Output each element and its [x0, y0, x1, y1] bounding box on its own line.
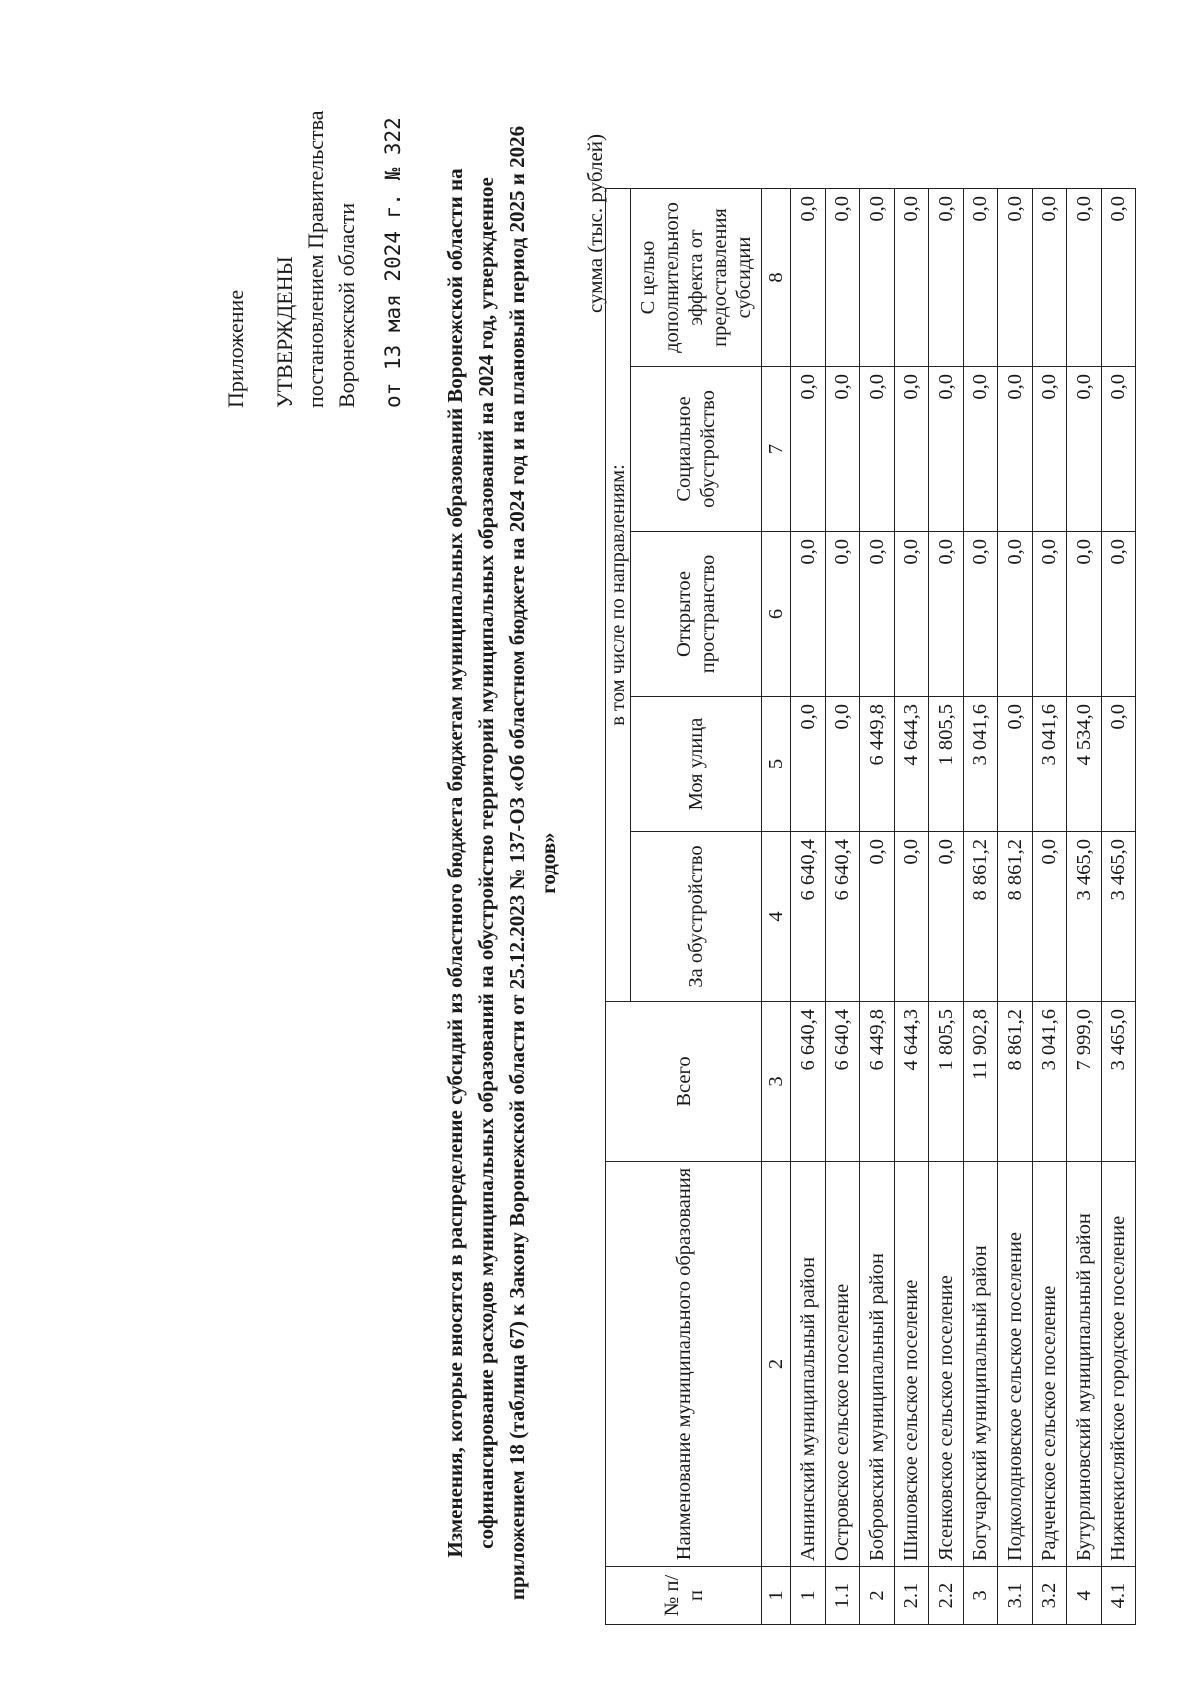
- cell-c8: 0,0: [1032, 189, 1067, 367]
- cell-c6: 0,0: [1067, 532, 1102, 697]
- cell-c6: 0,0: [791, 532, 826, 697]
- cell-c7: 0,0: [1101, 367, 1136, 532]
- cell-c8: 0,0: [1067, 189, 1102, 367]
- cell-c6: 0,0: [860, 532, 895, 697]
- header-group: в том числе по направлениям:: [606, 189, 631, 1002]
- table-row: [929, 189, 964, 1625]
- cell-name: Шишовское сельское поселение: [894, 1162, 929, 1567]
- cell-c7: 0,0: [1067, 367, 1102, 532]
- table-row: [894, 189, 929, 1625]
- cell-no: 1.1: [825, 1567, 860, 1625]
- column-numbers-row: [762, 189, 791, 1625]
- cell-c4: 0,0: [929, 832, 964, 1002]
- cell-c6: 0,0: [929, 532, 964, 697]
- cell-total: 3 041,6: [1032, 1002, 1067, 1162]
- column-number: 7: [762, 367, 791, 532]
- cell-total: 6 640,4: [825, 1002, 860, 1162]
- cell-c5: 1 805,5: [929, 697, 964, 832]
- cell-name: Радченское сельское поселение: [1032, 1162, 1067, 1567]
- header-total: Всего: [606, 1002, 762, 1162]
- cell-c5: 0,0: [1101, 697, 1136, 832]
- cell-c4: 8 861,2: [963, 832, 998, 1002]
- cell-total: 8 861,2: [998, 1002, 1033, 1162]
- cell-c4: 0,0: [1032, 832, 1067, 1002]
- cell-c5: 6 449,8: [860, 697, 895, 832]
- cell-c7: 0,0: [791, 367, 826, 532]
- cell-c5: 3 041,6: [963, 697, 998, 832]
- cell-no: 4.1: [1101, 1567, 1136, 1625]
- cell-c4: 8 861,2: [998, 832, 1033, 1002]
- subsidy-table: [605, 188, 1136, 1625]
- cell-c8: 0,0: [929, 189, 964, 367]
- cell-total: 6 449,8: [860, 1002, 895, 1162]
- column-number: 1: [762, 1567, 791, 1625]
- cell-total: 11 902,8: [963, 1002, 998, 1162]
- decree-date-number: от 13 мая 2024 г. № 322: [381, 117, 405, 408]
- cell-c4: 6 640,4: [791, 832, 826, 1002]
- header-no: № п/п: [606, 1567, 762, 1625]
- cell-c7: 0,0: [998, 367, 1033, 532]
- appendix-label: Приложение: [223, 289, 248, 408]
- cell-no: 3: [963, 1567, 998, 1625]
- cell-c8: 0,0: [791, 189, 826, 367]
- cell-no: 2.2: [929, 1567, 964, 1625]
- approval-block: [220, 110, 409, 408]
- column-number: 6: [762, 532, 791, 697]
- cell-name: Островское сельское поселение: [825, 1162, 860, 1567]
- cell-no: 4: [1067, 1567, 1102, 1625]
- header-c4: За обустройство: [631, 832, 762, 1002]
- cell-c6: 0,0: [825, 532, 860, 697]
- cell-c8: 0,0: [963, 189, 998, 367]
- cell-c5: 4 644,3: [894, 697, 929, 832]
- table-row: [860, 189, 895, 1625]
- cell-no: 3.2: [1032, 1567, 1067, 1625]
- cell-no: 1: [791, 1567, 826, 1625]
- cell-c4: 3 465,0: [1101, 832, 1136, 1002]
- approved-label: УТВЕРЖДЕНЫ: [272, 256, 297, 408]
- header-c5: Моя улица: [631, 697, 762, 832]
- table-row: [1032, 189, 1067, 1625]
- cell-name: Аннинский муниципальный район: [791, 1162, 826, 1567]
- cell-c8: 0,0: [1101, 189, 1136, 367]
- header-name: Наименование муниципального образования: [606, 1162, 762, 1567]
- cell-c4: 3 465,0: [1067, 832, 1102, 1002]
- cell-c8: 0,0: [825, 189, 860, 367]
- column-number: 5: [762, 697, 791, 832]
- column-number: 4: [762, 832, 791, 1002]
- cell-c7: 0,0: [1032, 367, 1067, 532]
- header-c6: Открытое пространство: [631, 532, 762, 697]
- cell-c7: 0,0: [825, 367, 860, 532]
- table-body: [791, 189, 1136, 1625]
- cell-c4: 0,0: [860, 832, 895, 1002]
- cell-total: 4 644,3: [894, 1002, 929, 1162]
- column-number: 3: [762, 1002, 791, 1162]
- cell-c8: 0,0: [860, 189, 895, 367]
- cell-total: 7 999,0: [1067, 1002, 1102, 1162]
- cell-total: 6 640,4: [791, 1002, 826, 1162]
- cell-c7: 0,0: [929, 367, 964, 532]
- cell-c8: 0,0: [894, 189, 929, 367]
- units-note: сумма (тыс. рублей): [583, 133, 607, 313]
- document-title: Изменения, которые вносятся в распределение субсидий из областного бюджета бюджетам муниципальных образований Воронежской области на софинансирование расходов муниципальных образований на обустройство территорий муниципальных образований на 2024 год, утвержденное приложением 18 (таблица 67) к Закону Воронежской области от 25.12.2023 № 137-ОЗ «Об областном бюджете на 2024 год и на плановый период 2025 и 2026 годов»: [443, 125, 560, 1601]
- cell-c5: 3 041,6: [1032, 697, 1067, 832]
- table-row: [825, 189, 860, 1625]
- cell-c5: 0,0: [998, 697, 1033, 832]
- cell-c6: 0,0: [998, 532, 1033, 697]
- table-row: [791, 189, 826, 1625]
- cell-c8: 0,0: [998, 189, 1033, 367]
- cell-c7: 0,0: [894, 367, 929, 532]
- header-c7: Социальное обустройство: [631, 367, 762, 532]
- cell-c5: 0,0: [791, 697, 826, 832]
- cell-c4: 0,0: [894, 832, 929, 1002]
- cell-total: 3 465,0: [1101, 1002, 1136, 1162]
- cell-c4: 6 640,4: [825, 832, 860, 1002]
- cell-c7: 0,0: [860, 367, 895, 532]
- column-number: 2: [762, 1162, 791, 1567]
- cell-c7: 0,0: [963, 367, 998, 532]
- table-row: [963, 189, 998, 1625]
- cell-c6: 0,0: [894, 532, 929, 697]
- table-row: [1101, 189, 1136, 1625]
- cell-no: 3.1: [998, 1567, 1033, 1625]
- cell-name: Бобровский муниципальный район: [860, 1162, 895, 1567]
- cell-name: Бутурлиновский муниципальный район: [1067, 1162, 1102, 1567]
- table-row: [1067, 189, 1102, 1625]
- cell-no: 2: [860, 1567, 895, 1625]
- cell-c6: 0,0: [1032, 532, 1067, 697]
- approved-by: постановлением Правительства: [303, 110, 328, 408]
- cell-c5: 0,0: [825, 697, 860, 832]
- cell-no: 2.1: [894, 1567, 929, 1625]
- cell-total: 1 805,5: [929, 1002, 964, 1162]
- cell-c5: 4 534,0: [1067, 697, 1102, 832]
- cell-name: Нижнекисляйское городское поселение: [1101, 1162, 1136, 1567]
- table-row: [998, 189, 1033, 1625]
- approved-region: Воронежской области: [334, 202, 359, 408]
- header-c8: С целью дополнительного эффекта от предоставления субсидии: [631, 189, 762, 367]
- column-number: 8: [762, 189, 791, 367]
- cell-name: Подколодновское сельское поселение: [998, 1162, 1033, 1567]
- cell-c6: 0,0: [1101, 532, 1136, 697]
- cell-c6: 0,0: [963, 532, 998, 697]
- cell-name: Богучарский муниципальный район: [963, 1162, 998, 1567]
- cell-name: Ясенковское сельское поселение: [929, 1162, 964, 1567]
